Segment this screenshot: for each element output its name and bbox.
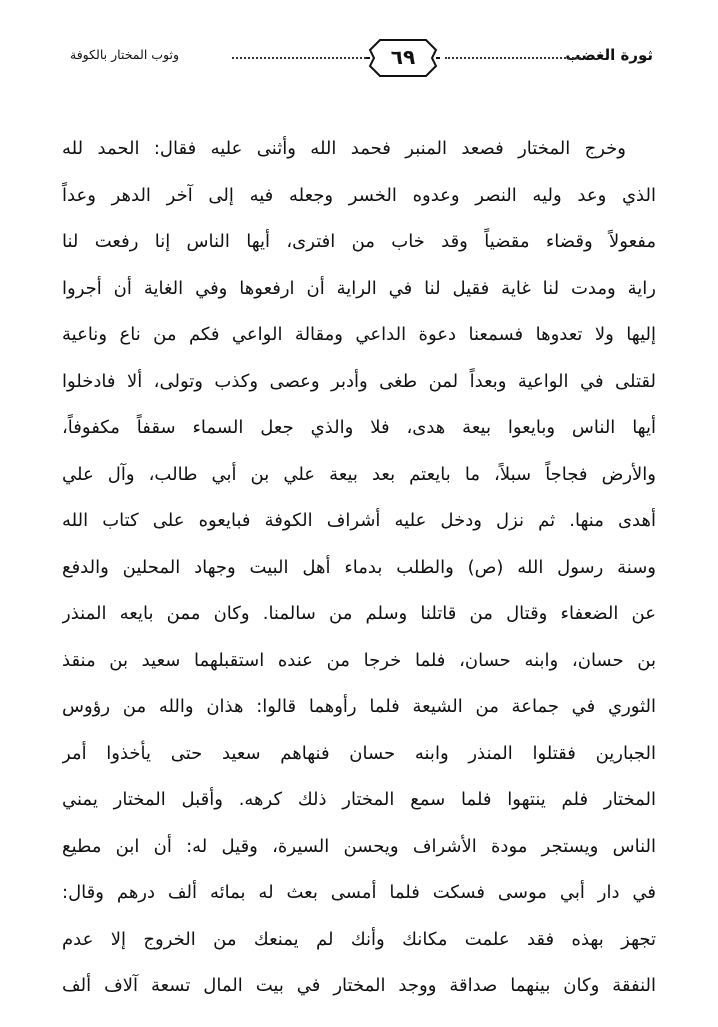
text-line: وسنة رسول الله (ص) والطلب بدماء أهل البيت وجهاد المحلين والدفع [62, 556, 656, 578]
page-number: ٦٩ [390, 45, 416, 69]
text-line: الثوري في جماعة من الشيعة فلما رأوهما قالوا: هذان والله من رؤوس [62, 696, 656, 717]
text-line: النفقة وكان بينهما صداقة ووجد المختار في بيت المال تسعة آلاف ألف [62, 975, 656, 996]
text-line: لقتلى في الواعية وبعداً لمن طغى وأدبر وعصى وكذب وتولى، ألا فادخلوا [62, 370, 656, 392]
body-text [62, 126, 656, 1010]
text-line: بن حسان، وابنه حسان، فلما خرجا من عنده استقبلهما سعيد بن منقذ [62, 649, 656, 671]
text-line: الجبارين فقتلوا المنذر وابنه حسان فنهاهم سعيد حتى يأخذوا أمر [62, 742, 656, 764]
text-line: أيها الناس وبايعوا بيعة هدى، فلا والذي جعل السماء سقفاً مكفوفاً، [62, 417, 656, 438]
section-title: وثوب المختار بالكوفة [70, 47, 180, 62]
text-line: الذي وعد وليه النصر وعدوه الخسر وجعله فيه إلى آخر الدهر وعداً [62, 184, 656, 206]
running-header [70, 36, 653, 80]
text-line: المختار فلم ينتهوا فلما سمع المختار ذلك كرهه. وأقبل المختار يمني [62, 789, 656, 810]
text-line: تجهز بهذه فقد علمت مكانك وأنك لم يمنعك من الخروج إلا عدم [62, 928, 656, 950]
header-dotted-rule [445, 57, 581, 59]
text-line: وخرج المختار فصعد المنبر فحمد الله وأثنى عليه فقال: الحمد لله [62, 138, 626, 159]
page-number-ornament [366, 36, 440, 80]
text-line: في دار أبي موسى فسكت فلما أمسى بعث له بمائه ألف درهم وقال: [62, 882, 656, 903]
book-title: ثورة الغضب [565, 46, 653, 64]
header-dotted-rule [232, 57, 366, 59]
text-line: أهدى منها. ثم نزل ودخل عليه أشراف الكوفة فبايعوه على كتاب الله [62, 510, 656, 531]
text-line: راية ومدت لنا غاية فقيل لنا في الراية أن ارفعوها وفي الغاية أن أجروا [62, 277, 656, 299]
text-line: الناس ويستجر مودة الأشراف ويحسن السيرة، وقيل له: أن ابن مطيع [62, 835, 656, 857]
text-line: مفعولاً وقضاء مقضياً وقد خاب من افترى، أيها الناس إنا رفعت لنا [62, 231, 656, 252]
text-line: عن الضعفاء وقتال من قاتلنا وسلم من سالمنا. وكان ممن بايعه المنذر [62, 603, 656, 624]
text-line: والأرض فجاجاً سبلاً، ما بايعتم بعد بيعة علي بن أبي طالب، وآل علي [62, 463, 656, 485]
text-line: إليها ولا تعدوها فسمعنا دعوة الداعي ومقالة الواعي فكم من ناع وناعية [62, 324, 656, 345]
